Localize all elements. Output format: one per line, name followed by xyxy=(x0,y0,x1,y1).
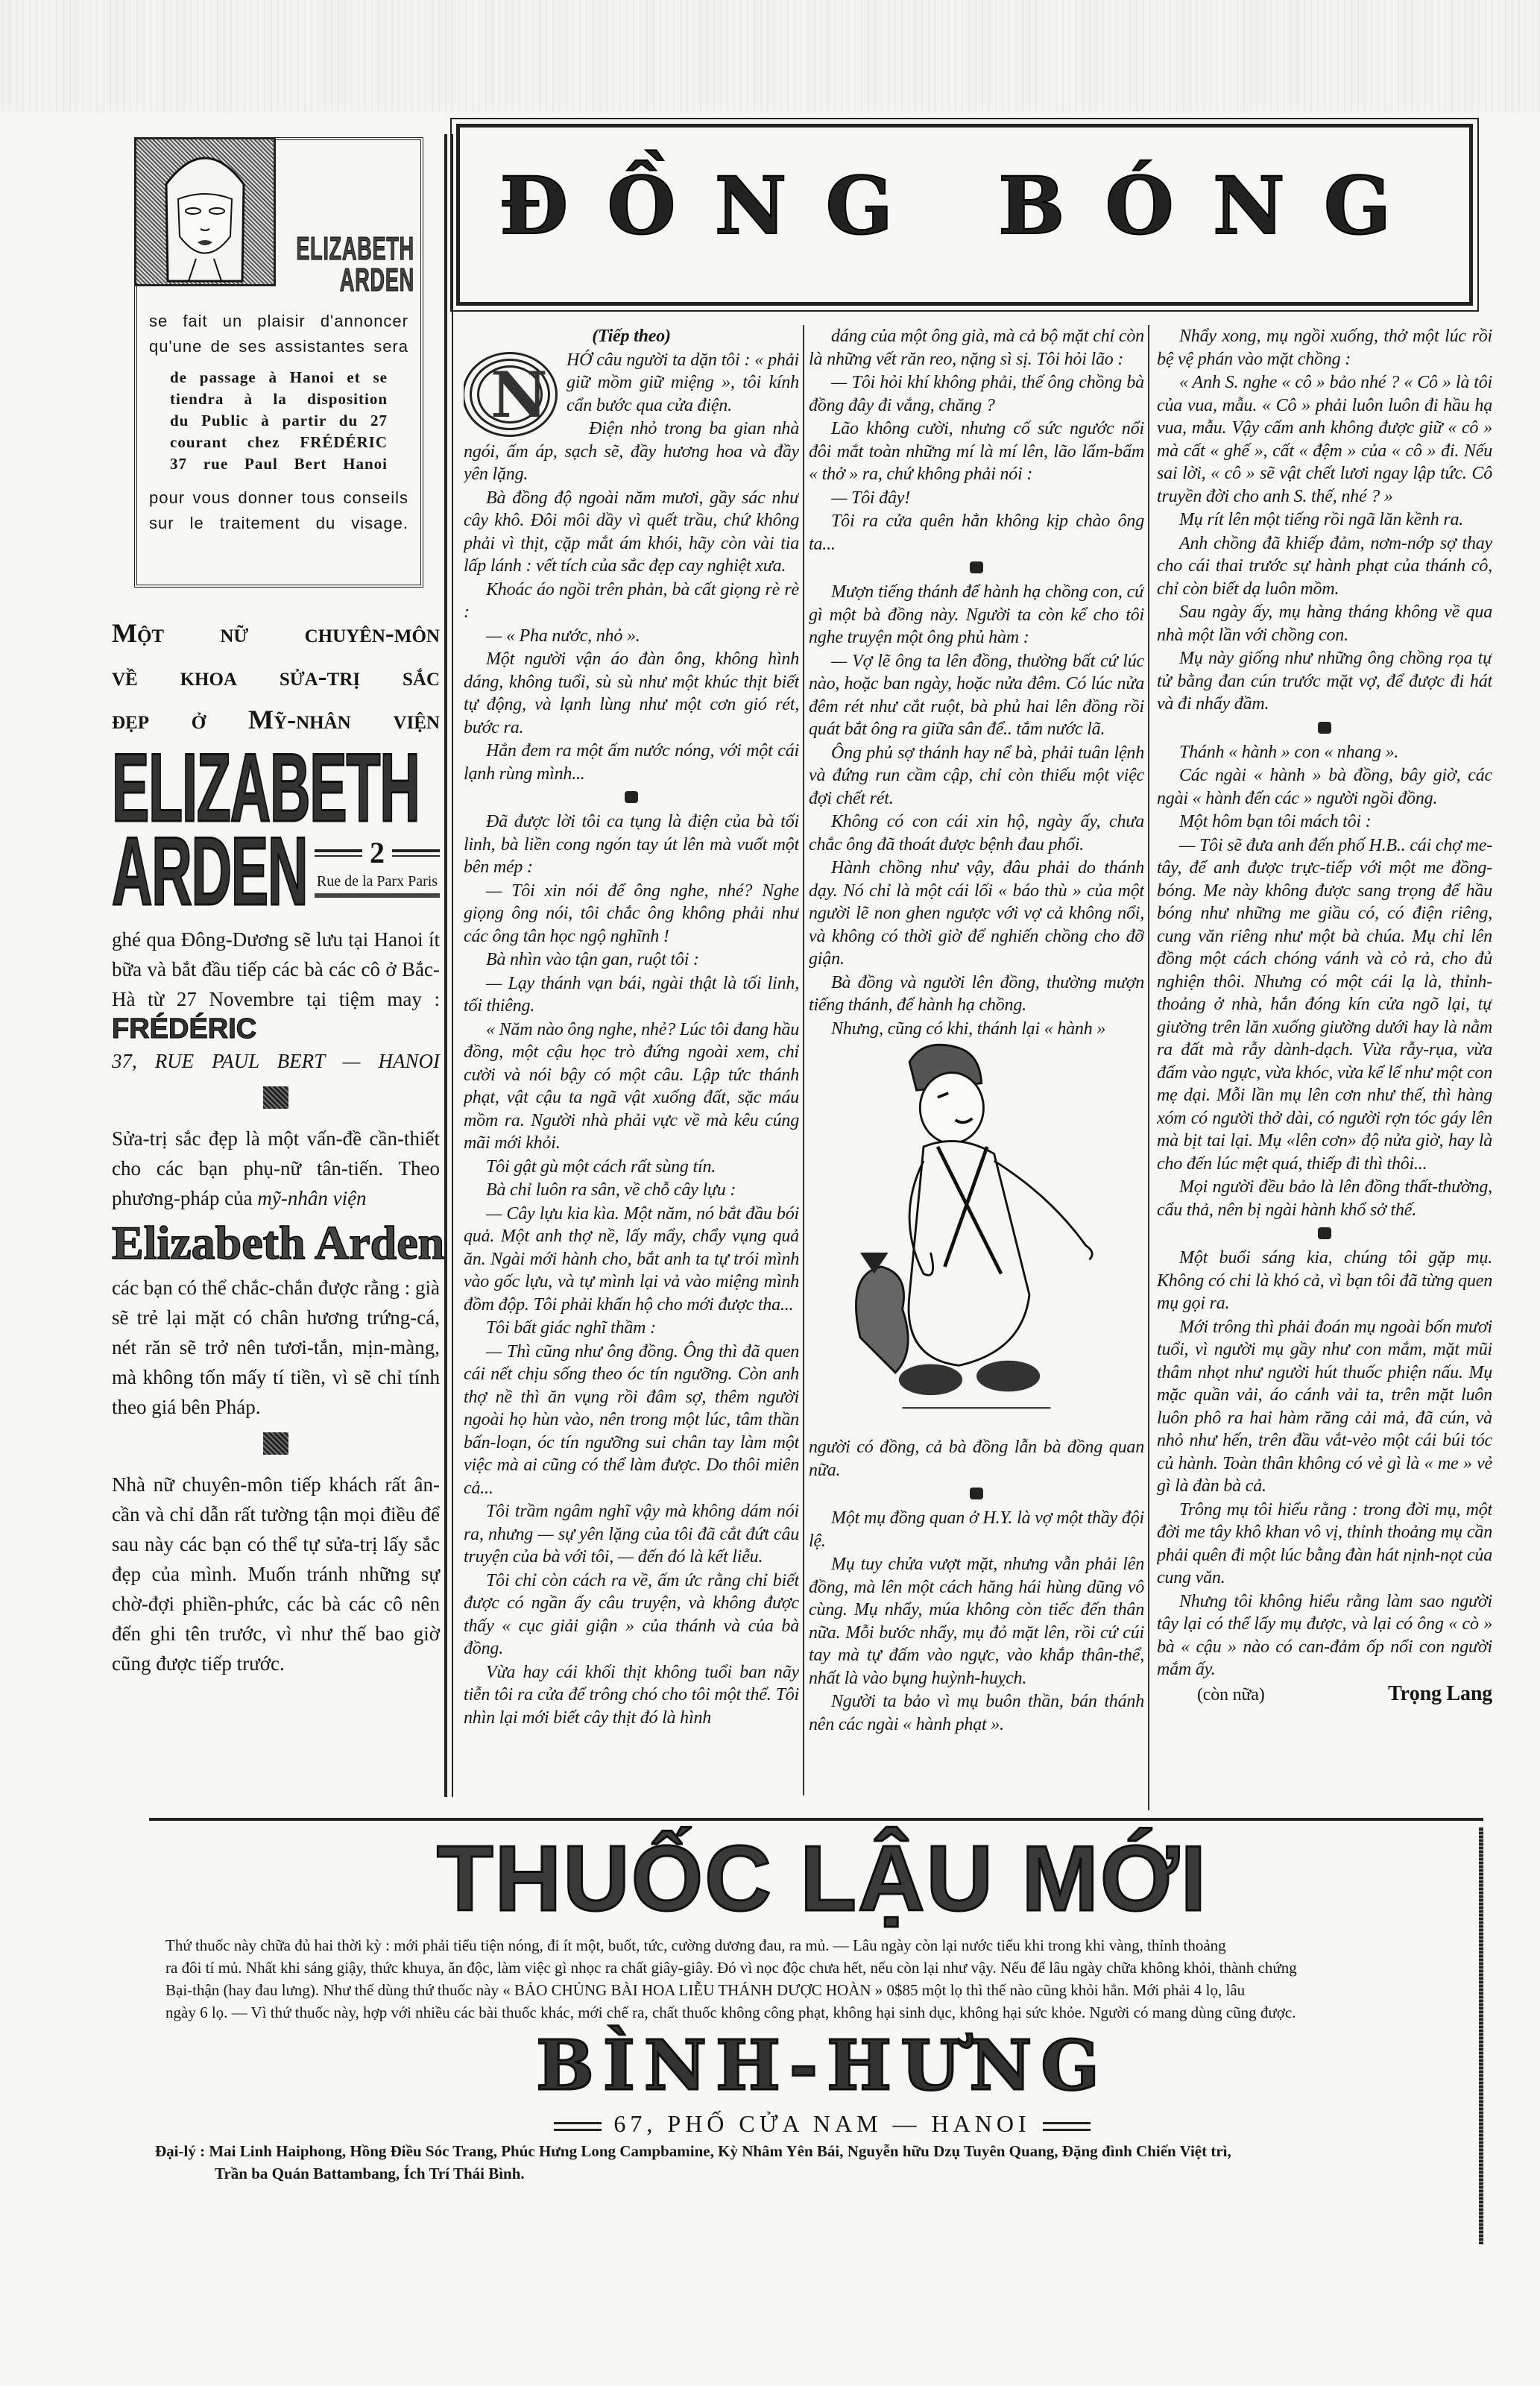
article-paragraph: Tôi chỉ còn cách ra về, ấm ức rằng chỉ biết được có ngần ấy câu truyện, và không được thấy « cục giải giận » của thánh và của bà đồng. xyxy=(464,1570,799,1658)
article-paragraph: Thánh « hành » con « nhang ». xyxy=(1179,742,1399,762)
elizabeth-arden-logo xyxy=(296,230,414,298)
paragraph-group xyxy=(1157,1247,1492,1681)
article-paragraph: Bà nhìn vào tận gan, ruột tôi : xyxy=(486,950,699,969)
article-paragraph: dáng của một ông già, mà cả bộ mặt chỉ còn là những vết răn reo, nặng sì sị. Tôi hỏi lão : xyxy=(809,327,1144,369)
article-paragraph: Mọi người đều bảo là lên đồng thất-thường, cẩu thả, nên bị ngài hành khổ sở thế. xyxy=(1157,1177,1492,1220)
ad-text-line: sur le traitement du visage. xyxy=(149,514,408,532)
paragraph-group xyxy=(809,1507,1144,1736)
ad-text-line: tiendra à la disposition xyxy=(170,390,388,408)
article-paragraph: Nhưng tôi không hiểu rằng làm sao người tây lại có thể lấy mụ được, và lại có ông « cò » bà « cậu » nào có can-đảm ốp nổi con người mắm ấy. xyxy=(1157,1591,1492,1679)
ad-body-line: ra đôi tí mủ. Nhất khi sáng giậy, thức khuya, ăn độc, làm việc gì nhọc ra chất giây-giây. Đó vì nọc độc chưa hết, nếu còn lại như vậy. Nếu để lâu ngày chữa không khỏi, thành chứng xyxy=(165,1959,1297,1977)
ad-address: 67, PHỐ CỬA NAM — HANOI xyxy=(613,2110,1031,2137)
article-paragraph: « Năm nào ông nghe, nhẻ? Lúc tôi đang hầu đồng, một cậu học trò đứng ngoài xem, chỉ cười và nói bậy có một câu. Lập tức thánh phạt, vật cậu ta ngã vật xuống đất, sặc máu mồm ra. Người nhà phải vực về mà kêu cúng mãi mới khỏi. xyxy=(464,1019,799,1153)
ad-paragraph-text: Sửa-trị sắc đẹp là một vấn-đề cần-thiết cho các bạn phụ-nữ tân-tiến. Theo phương-pháp của xyxy=(112,1127,440,1209)
article-paragraph: Sau ngày ấy, mụ hàng tháng không về qua nhà một lần với chồng con. xyxy=(1157,602,1492,645)
ad-brand: BÌNH-HƯNG xyxy=(536,2025,1108,2106)
elizabeth-arden-box-ad xyxy=(134,137,423,588)
ad-text-line: pour vous donner tous conseils xyxy=(149,488,408,507)
article-paragraph: Mụ rít lên một tiếng rồi ngã lăn kềnh ra. xyxy=(1179,510,1464,529)
ad-text-line: de passage à Hanoi et se xyxy=(170,368,388,386)
column-divider xyxy=(444,134,453,1797)
section-ornament xyxy=(625,791,638,803)
article-column-2 xyxy=(809,325,1144,1810)
ad-border xyxy=(1479,1827,1483,2244)
article-paragraph: Nhẩy xong, mụ ngồi xuống, thở một lúc rồi bệ vệ phán vào mặt chồng : xyxy=(1157,327,1492,369)
article-paragraph: Một người vận áo đàn ông, không hình dáng, không tuổi, sù sù như một khúc thịt biết tự động, và lạnh lùng như một cơn gió rét, bước ra. xyxy=(464,649,799,737)
column-divider xyxy=(1148,325,1149,1810)
article-paragraph: Mượn tiếng thánh để hành hạ chồng con, cứ gì một bà đồng này. Người ta còn kể cho tôi nghe truyện một ông phủ hàm : xyxy=(809,582,1144,647)
agents-line: Trần ba Quán Battambang, Ích Trí Thái Bình. xyxy=(215,2165,525,2182)
article-paragraph: Hành chồng như vậy, đâu phải do thánh dạy. Nó chỉ là một cái lối « báo thù » của một người lẽ non ghen ngược với vợ cả không nổi, và không có thời giờ để nghiến chồng cho đỡ giận. xyxy=(809,858,1144,969)
ad-body-line: Thứ thuốc này chữa đủ hai thời kỳ : mới phải tiểu tiện nóng, đi ít một, buốt, tức, cường dương đau, ra mủ. — Lâu ngày còn lại nước tiểu khi trong khi vàng, thỉnh thoảng xyxy=(165,1936,1226,1954)
shop-name: FRÉDÉRIC xyxy=(112,1013,257,1045)
ad-address-line xyxy=(165,2107,1479,2140)
article-paragraph: Tôi gật gù một cách rất sùng tín. xyxy=(486,1156,716,1177)
ad-paragraph xyxy=(112,925,440,1046)
ad-title: THUỐC LẬU MỚI xyxy=(436,1828,1208,1930)
ad-body xyxy=(165,1934,1479,2024)
article-paragraph: Không có con cái xin hộ, ngày ấy, chưa chắc ông đã thoát được bệnh đau phổi. xyxy=(809,812,1144,854)
brand-arden: ARDEN xyxy=(112,816,308,925)
paragraph-group xyxy=(464,810,799,1729)
paris-address: Rue de la Parx Paris xyxy=(316,873,438,890)
article-paragraph: Bà đồng độ ngoài năm mươi, gầy sác như cây khô. Đôi môi dầy vì quết trầu, chứ không phải vì thịt, cặp mắt ám khói, hãy còn vài tia lấp lánh : vết tích của sắc đẹp cay nghiệt xưa. xyxy=(464,488,799,576)
elizabeth-arden-column-ad xyxy=(112,611,445,1678)
article-paragraph: — Tôi xin nói để ông nghe, nhé? Nghe giọng ông nói, tôi chắc ông không phải như các ông tân học ngộ nghĩnh ! xyxy=(464,881,799,946)
author-name: Trọng Lang xyxy=(1388,1681,1492,1705)
article-paragraph: — « Pha nước, nhỏ ». xyxy=(486,626,640,646)
article-paragraph: « Anh S. nghe « cô » bảo nhé ? « Cô » là tôi của vua, mẫu. « Cô » phải luôn luôn đi hầu hạ vua, mẫu. Vậy cấm anh không được giữ « cô » mà cất « ghế », cất « đệm » của « cô » đi. Nếu sai lời, « cô » sẽ vật chết lươi ngay lập tức. Cô truyền đời cho anh S. thế, nhé ? » xyxy=(1157,373,1492,506)
ad-paragraph: Nhà nữ chuyên-môn tiếp khách rất ân-cần và chỉ dẫn rất tường tận mọi điều để sau này các bạn có thể tự sửa-trị lấy sắc đẹp của mình. Muốn tránh những sự chờ-đợi phiền-phức, các bà các cô nên đến ghi tên trước, vì như thế bao giờ cũng được tiếp trước. xyxy=(112,1473,440,1675)
article-paragraph: Trông mụ tôi hiểu rằng : trong đời mụ, một đời me tây khô khan vô vị, thỉnh thoảng mụ cần phải quên đi một lúc bằng đàn hát nịnh-nọt của cung văn. xyxy=(1157,1499,1492,1587)
drop-cap-letter: N xyxy=(490,357,548,432)
ad-text-line: qu'une de ses assistantes sera xyxy=(149,337,408,356)
ad-text-line: se fait un plaisir d'annoncer xyxy=(149,312,408,330)
article-paragraph: — Lạy thánh vạn bái, ngài thật là tối linh, tối thiêng. xyxy=(464,973,799,1016)
ad-headline: Một nữ chuyên-môn xyxy=(112,618,440,648)
ad-body-line: Bại-thận (hay đau lưng). Như thế dùng thứ thuốc này « BẢO CHỦNG BÀI HOA LIỄU THÁNH DƯỢC HOÀN » 0$85 một lọ thì thế nào cũng khỏi hẳn. Mới phải 4 lọ, lâu xyxy=(165,1981,1246,1999)
section-ornament xyxy=(970,1488,983,1499)
ad-body-line: ngày 6 lọ. — Vì thứ thuốc này, hợp với nhiều các bài thuốc khác, mới chế ra, chất thuốc không công phạt, không hại sinh dục, không hại sức khỏe. Người có mang dùng cũng được. xyxy=(165,2003,1296,2021)
article-paragraph: — Tôi sẽ đưa anh đến phố H.B.. cái chợ me-tây, để anh được trực-tiếp với một me đồng-bóng. Me này không được sang trọng để hầu bóng như những me giầu có, có điện riêng, cung văn riêng như một bà chúa. Mụ chỉ lên đồng một cách chóng vánh và cỏ rả, cho đủ nghiện thôi. Nhưng có một cái lạ là, thỉnh-thoảng ở nhà, hắn đóng kín cửa ngõ lại, tự giường trên lăn xuống giường dưới hay là nằm ra đất mà rẫy dành-dạch. Vừa rẫy-rụa, vừa đấm vào ngực, vừa khóc, vừa kể lể như một con mẹ dại. Mỗi lần mụ lên cơn như thế, thì hàng xóm có người thở dài, có người rợn tóc gáy lên mà bịt tai lại. Mụ «lên cơn» độ nửa giờ, hay là cho đến lúc mệt quá, thiếp đi thì thôi... xyxy=(1157,835,1492,1174)
ad-paragraph: các bạn có thể chắc-chắn được rằng : già sẽ trẻ lại mặt có chân hương trứng-cá, nét răn sẽ trở nên tươi-tắn, mịn-màng, mà không tốn mấy tí tiền, vì sẽ chỉ tính theo giá bên Pháp. xyxy=(112,1277,440,1418)
continued-note: (còn nữa) xyxy=(1197,1684,1265,1704)
continued-label: (Tiếp theo) xyxy=(592,327,671,346)
article-paragraph: Bà đồng và người lên đồng, thường mượn tiếng thánh, để hành hạ chồng. xyxy=(809,972,1144,1015)
article-paragraph: Lão không cười, nhưng cố sức ngước nổi đôi mắt toàn những mí là mí lên, lão lẩm-bẩm « thở » ra, chứ không phải nói : xyxy=(809,419,1144,484)
paragraph-group xyxy=(809,325,1144,555)
article-paragraph: người có đồng, cả bà đồng lẫn bà đồng quan nữa. xyxy=(809,1438,1144,1480)
paris-address-block xyxy=(315,835,440,898)
address-number: 2 xyxy=(370,836,385,869)
section-ornament xyxy=(1318,1227,1331,1239)
article-column-3 xyxy=(1157,325,1492,1810)
square-ornament xyxy=(263,1432,288,1455)
shop-address: 37, RUE PAUL BERT — HANOI xyxy=(112,1050,440,1072)
article-paragraph: Điện nhỏ trong ba gian nhà ngói, ấm áp, sạch sẽ, đầy hương hoa và đầy yên lặng. xyxy=(464,419,799,484)
article-paragraph: Tôi bất giác nghĩ thầm : xyxy=(486,1318,656,1338)
square-ornament xyxy=(263,1086,288,1109)
scan-margin-texture xyxy=(0,0,1540,112)
article-paragraph: Một buổi sáng kia, chúng tôi gặp mụ. Không có chi là khó cả, vì bạn tôi đã từng quen mụ gọi ra. xyxy=(1157,1248,1492,1313)
woman-face-illustration xyxy=(134,137,276,286)
article-masthead xyxy=(456,124,1473,306)
article-paragraph: Một mụ đồng quan ở H.Y. là vợ một thầy đội lệ. xyxy=(809,1508,1144,1551)
article-paragraph: Đã được lời tôi ca tụng là điện của bà tối linh, bà liền cong ngón tay út lên mà vuốt một bên mép : xyxy=(464,812,799,877)
logo-line: ARDEN xyxy=(339,262,414,298)
article-paragraph: Một hôm bạn tôi mách tôi : xyxy=(1179,812,1372,831)
article-paragraph: — Tôi hỏi khí không phải, thế ông chồng bà đồng đây đi vắng, chăng ? xyxy=(809,373,1144,415)
article-paragraph: — Thì cũng như ông đồng. Ông thì đã quen cái nết chịu sống theo óc tín ngưỡng. Còn anh thợ nề thì ăn vụng rồi đâm sợ, thêm người ngoài họ hùn vào, nên trong một lúc, tâm thần bấn-loạn, óc tín ngưỡng sui chân tay làm một việc mà ai cũng có thể làm được. Do thôi miên cả... xyxy=(464,1341,799,1498)
article-paragraph: Nhưng, cũng có khi, thánh lại « hành » xyxy=(831,1019,1106,1039)
article-paragraph: Người ta bảo vì mụ buôn thần, bán thánh nên các ngài « hành phạt ». xyxy=(809,1692,1144,1734)
article-signature xyxy=(1157,1683,1492,1707)
ad-paragraph-text: ghé qua Đông-Dương sẽ lưu tại Hanoi ít bữa và bắt đầu tiếp các bà các cô ở Bắc-Hà từ 27 Novembre tại tiệm may : xyxy=(112,928,440,1010)
article-paragraph: Bà chỉ luôn ra sân, về chỗ cây lựu : xyxy=(486,1180,736,1200)
ad-headline: đẹp ở Mỹ-nhân viện xyxy=(112,705,440,734)
article-paragraph: Khoác áo ngồi trên phản, bà cất giọng rè rè : xyxy=(464,579,799,622)
paragraph-group xyxy=(809,581,1144,1040)
thuoc-lau-moi-ad xyxy=(155,1828,1479,2185)
logo-line: ELIZABETH xyxy=(296,230,414,267)
article-paragraph: — Vợ lẽ ông ta lên đồng, thường bất cứ lúc nào, hoặc ban ngày, hoặc nửa đêm. Có lúc nửa đêm rét như cắt ruột, bà phủ hai lên đồng rồi quát bắt ông ra giữa sân để.. tắm nước lã. xyxy=(809,651,1144,739)
agents-line: Đại-lý : Mai Linh Haiphong, Hồng Điều Sóc Trang, Phúc Hưng Long Campbamine, Kỳ Nhâm Yên Bái, Nguyễn hữu Dzụ Tuyên Quang, Đặng đình Chiến Việt trì, xyxy=(155,2142,1231,2160)
article-title: ĐỒNG BÓNG xyxy=(499,159,1430,252)
paragraph-group xyxy=(1157,741,1492,1222)
article-paragraph: Mụ tuy chửa vượt mặt, nhưng vẫn phải lên đồng, mà lên một cách hăng hái hùng dũng vô cùng. Mụ nhẩy, múa không còn tiếc đến thân nữa. Mỗi bước nhẩy, mụ đỏ mặt lên, rồi cứ cúi tay mà tự đấm vào ngực, vào khắp thân-thể, nhất là vào bụng huỳnh-huỵch. xyxy=(809,1555,1144,1688)
article-paragraph: Vừa hay cái khối thịt không tuổi ban nãy tiễn tôi ra cửa để trông chó cho tôi một thể. Tôi nhìn lại mới biết cây thịt đó là hình xyxy=(464,1662,799,1728)
paragraph-group xyxy=(1157,325,1492,716)
article-paragraph: — Tôi đây! xyxy=(831,488,911,508)
ad-text-line: courant chez FRÉDÉRIC xyxy=(170,433,388,451)
article-paragraph: Tôi trầm ngâm nghĩ vậy mà không dám nói ra, nhưng — sự yên lặng của tôi đã cắt đứt câu truyện của bà với tôi, — đến đó là kết liễu. xyxy=(464,1502,799,1567)
column-divider xyxy=(803,325,804,1795)
ad-agents xyxy=(155,2140,1479,2185)
ad-italic-text: mỹ-nhân viện xyxy=(257,1187,367,1209)
brand-elizabeth: ELIZABETH xyxy=(112,733,420,842)
article-paragraph: Hắn đem ra một ấm nước nóng, với một cái lạnh rùng mình... xyxy=(464,741,799,784)
article-paragraph: Ông phủ sợ thánh hay nể bà, phải tuân lệnh và đứng run cầm cập, chỉ còn thiếu một việc đợi chết rét. xyxy=(809,743,1144,808)
section-ornament xyxy=(970,561,983,573)
section-ornament xyxy=(1318,722,1331,734)
article-paragraph: HỚ câu người ta dặn tôi : « phải giữ mồm giữ miệng », tôi kính cẩn bước qua cửa điện. xyxy=(567,350,799,415)
ad-headline: về khoa sửa-trị sắc xyxy=(112,661,440,691)
ad-text-line: du Public à partir du 27 xyxy=(170,412,388,429)
ad-paragraph xyxy=(112,1124,440,1213)
article-paragraph: Mụ này giống như những ông chồng rọa tự tử bằng đan cún trước mặt vợ, để được đi hát và đi nhẩy đầm. xyxy=(1157,649,1492,714)
brand-script: Elizabeth Arden xyxy=(112,1216,445,1269)
article-paragraph: — Cây lựu kia kìa. Một năm, nó bắt đầu bói quả. Một anh thợ nề, lấy mẩy, chẩy vụng quả ăn. Ngài mới hành cho, bắt anh ta tự trói mình vào gốc lựu, và tự mình lại vả vào miệng mình đồm độp. Tôi phải khấn hộ cho mới được tha... xyxy=(464,1203,799,1315)
article-paragraph: Các ngài « hành » bà đồng, bây giờ, các ngài « hành đến các » người ngồi đồng. xyxy=(1157,766,1492,808)
article-paragraph: Mới trông thì phải đoán mụ ngoài bốn mươi tuổi, vì người mụ gầy như con mắm, mặt mũi thâm nhọt như người hút thuốc phiện nấu. Mụ mặc quần vải, áo cánh vải ta, trên mặt luôn luôn phô ra hai hàm răng cải mả, đã cún, và nhỏ như hến, trên đầu vắt-vẻo một cái búi tóc củ hành. Toàn thân không có vẻ gì là « me » vẻ gì là đàn bà cả. xyxy=(1157,1317,1492,1496)
ad-text-line: 37 rue Paul Bert Hanoi xyxy=(170,455,388,473)
drop-cap-ornament xyxy=(464,352,561,440)
article-column-1 xyxy=(464,325,799,1810)
dancing-medium-illustration xyxy=(809,1041,1144,1436)
article-paragraph: Anh chồng đã khiếp đảm, nơm-nớp sợ thay cho cái thai trước sự hành phạt của thánh cô, chỉ còn biết dạ luôn mồm. xyxy=(1157,533,1492,599)
article-paragraph: Tôi ra cửa quên hẳn không kịp chào ông ta... xyxy=(809,511,1144,554)
ad-top-rule xyxy=(149,1818,1483,1822)
